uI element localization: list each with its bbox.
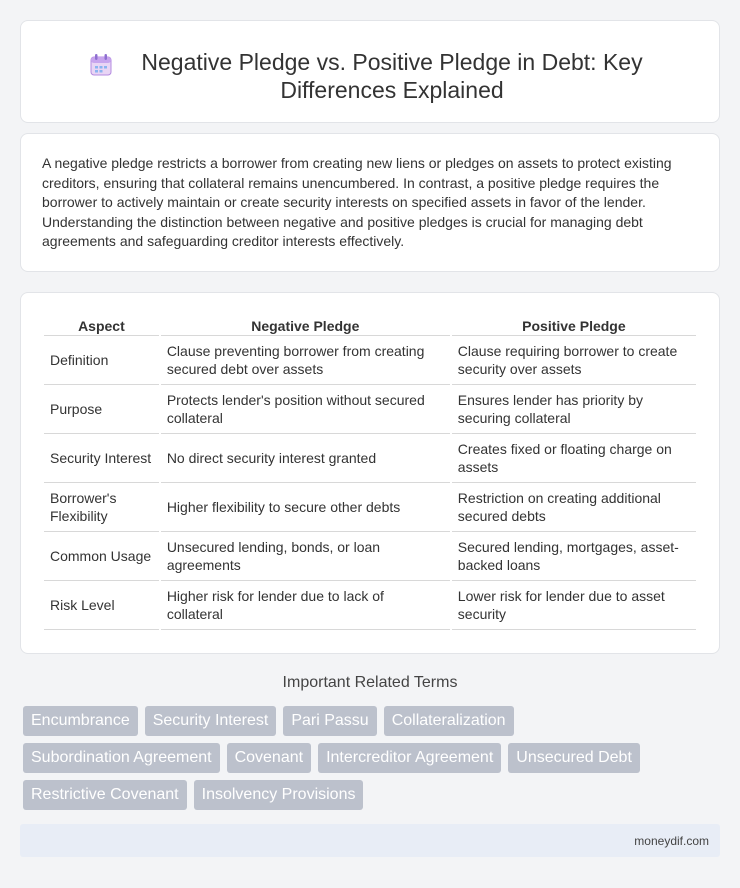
tag-pari-passu[interactable]: Pari Passu (283, 706, 376, 736)
tag-collateralization[interactable]: Collateralization (384, 706, 514, 736)
related-terms-heading: Important Related Terms (282, 674, 458, 691)
table-row (44, 483, 696, 532)
cell-positive: Ensures lender has priority by securing collateral (452, 385, 696, 434)
header-negative-pledge: Negative Pledge (161, 314, 450, 336)
tag-intercreditor-agreement[interactable]: Intercreditor Agreement (318, 743, 501, 773)
tag-encumbrance[interactable]: Encumbrance (23, 706, 138, 736)
comparison-table-card (20, 292, 720, 654)
tag-covenant[interactable]: Covenant (227, 743, 312, 773)
intro-card (20, 133, 720, 272)
table-row (44, 434, 696, 483)
cell-negative: No direct security interest granted (161, 434, 450, 483)
calendar-icon (88, 52, 114, 78)
tag-restrictive-covenant[interactable]: Restrictive Covenant (23, 780, 187, 810)
cell-negative: Unsecured lending, bonds, or loan agreements (161, 532, 450, 581)
cell-negative: Higher risk for lender due to lack of collateral (161, 581, 450, 630)
cell-aspect: Purpose (44, 385, 159, 434)
table-row (44, 581, 696, 630)
footer (20, 824, 720, 857)
header-positive-pledge: Positive Pledge (452, 314, 696, 336)
cell-aspect: Security Interest (44, 434, 159, 483)
cell-positive: Lower risk for lender due to asset security (452, 581, 696, 630)
cell-aspect: Definition (44, 336, 159, 385)
cell-positive: Clause requiring borrower to create security over assets (452, 336, 696, 385)
table-row (44, 385, 696, 434)
cell-negative: Clause preventing borrower from creating secured debt over assets (161, 336, 450, 385)
page-title: Negative Pledge vs. Positive Pledge in Debt: Key Differences Explained (141, 49, 643, 103)
cell-positive: Restriction on creating additional secured debts (452, 483, 696, 532)
cell-positive: Secured lending, mortgages, asset-backed loans (452, 532, 696, 581)
comparison-table (42, 314, 698, 630)
cell-aspect: Borrower's Flexibility (44, 483, 159, 532)
tag-unsecured-debt[interactable]: Unsecured Debt (508, 743, 640, 773)
table-header-row (44, 314, 696, 336)
header-aspect: Aspect (44, 314, 159, 336)
tag-subordination-agreement[interactable]: Subordination Agreement (23, 743, 220, 773)
intro-paragraph: A negative pledge restricts a borrower from creating new liens or pledges on assets to protect existing creditors, ensuring that collateral remains unencumbered. In contrast, a positive pledge requires the borrower to actively maintain or create security interests on specified assets in favor of the lender. Understanding the distinction between negative and positive pledges is crucial for managing debt agreements and safeguarding creditor interests effectively. (42, 155, 672, 249)
cell-negative: Protects lender's position without secured collateral (161, 385, 450, 434)
cell-negative: Higher flexibility to secure other debts (161, 483, 450, 532)
tag-insolvency-provisions[interactable]: Insolvency Provisions (194, 780, 364, 810)
table-row (44, 336, 696, 385)
cell-aspect: Common Usage (44, 532, 159, 581)
site-name[interactable]: moneydif.com (634, 834, 709, 848)
cell-aspect: Risk Level (44, 581, 159, 630)
table-row (44, 532, 696, 581)
title-card (20, 20, 720, 123)
cell-positive: Creates fixed or floating charge on assets (452, 434, 696, 483)
tag-security-interest[interactable]: Security Interest (145, 706, 277, 736)
related-terms-list (23, 706, 723, 817)
